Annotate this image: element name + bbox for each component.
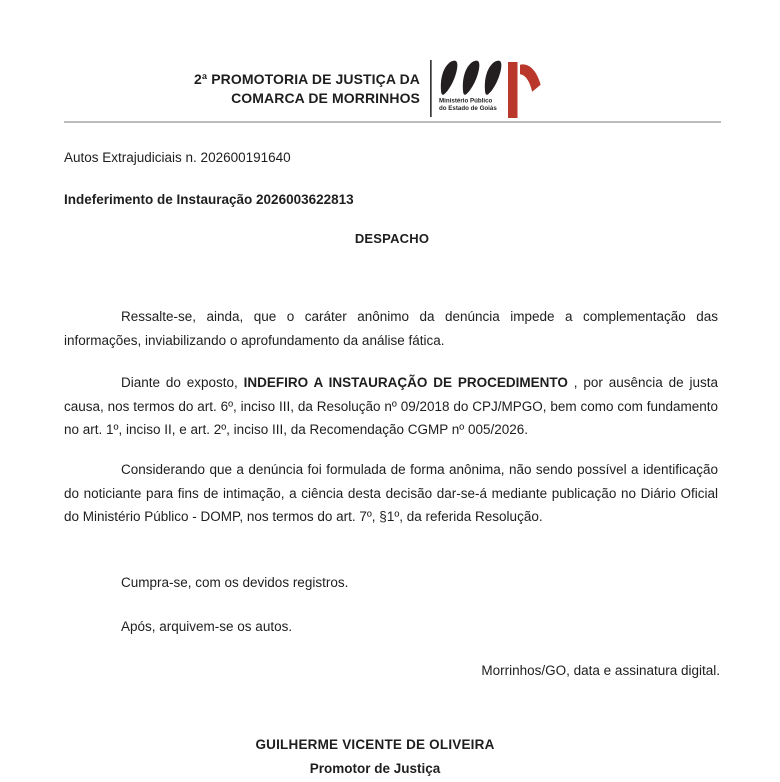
signature-name: GUILHERME VICENTE DE OLIVEIRA	[255, 737, 495, 752]
paragraph-anonymous-report: Ressalte-se, ainda, que o caráter anônimo da denúncia impede a complementação das informações, inviabilizando o aprofundamento da análise fática.	[64, 309, 718, 348]
place-and-date-line: Morrinhos/GO, data e assinatura digital.	[481, 663, 720, 678]
document-type-heading: DESPACHO	[354, 231, 430, 246]
decision-suffix: , por ausência de justa causa, nos termos do art. 6º, inciso III, da Resolução nº 09/2018 do CPJ/MPGO, bem como com fundamento no art. 1º, inciso II, e art. 2º, inciso III, da Recomendação CGMP nº 005/2026.	[64, 375, 718, 437]
decision-bold-ruling: INDEFIRO A INSTAURAÇÃO DE PROCEDIMENTO	[243, 375, 568, 390]
decision-prefix: Diante do exposto,	[121, 375, 244, 390]
logo-org-line2: do Estado de Goiás	[439, 104, 497, 112]
logo-org-line1: Ministério Público	[439, 97, 493, 105]
header-office-line1: 2ª PROMOTORIA DE JUSTIÇA DA	[194, 71, 420, 87]
paragraph-comply-order: Cumpra-se, com os devidos registros.	[121, 575, 349, 590]
header-divider-rule	[64, 121, 721, 123]
paragraph-archive-order: Após, arquivem-se os autos.	[121, 619, 293, 634]
logo-separator-line	[430, 60, 432, 117]
logo-red-bar	[508, 62, 518, 118]
header-office-name	[64, 70, 420, 107]
case-subject-line: Indeferimento de Instauração 2026003622813	[64, 192, 354, 207]
paragraph-publication-notice: Considerando que a denúncia foi formulada de forma anônima, não sendo possível a identificação do noticiante para fins de intimação, a ciência desta decisão dar-se-á mediante publicação no Diário Oficial do Ministério Público - DOMP, nos termos do art. 7º, §1º, da referida Resolução.	[64, 462, 718, 524]
case-number-line: Autos Extrajudiciais n. 202600191640	[64, 150, 291, 165]
signature-role: Promotor de Justiça	[309, 761, 441, 776]
header-office-line2: COMARCA DE MORRINHOS	[231, 89, 420, 106]
logo-red-arc	[520, 64, 541, 91]
mpgo-logo-icon	[429, 57, 544, 120]
paragraph-decision	[64, 371, 718, 442]
logo-comma-marks	[441, 61, 502, 95]
